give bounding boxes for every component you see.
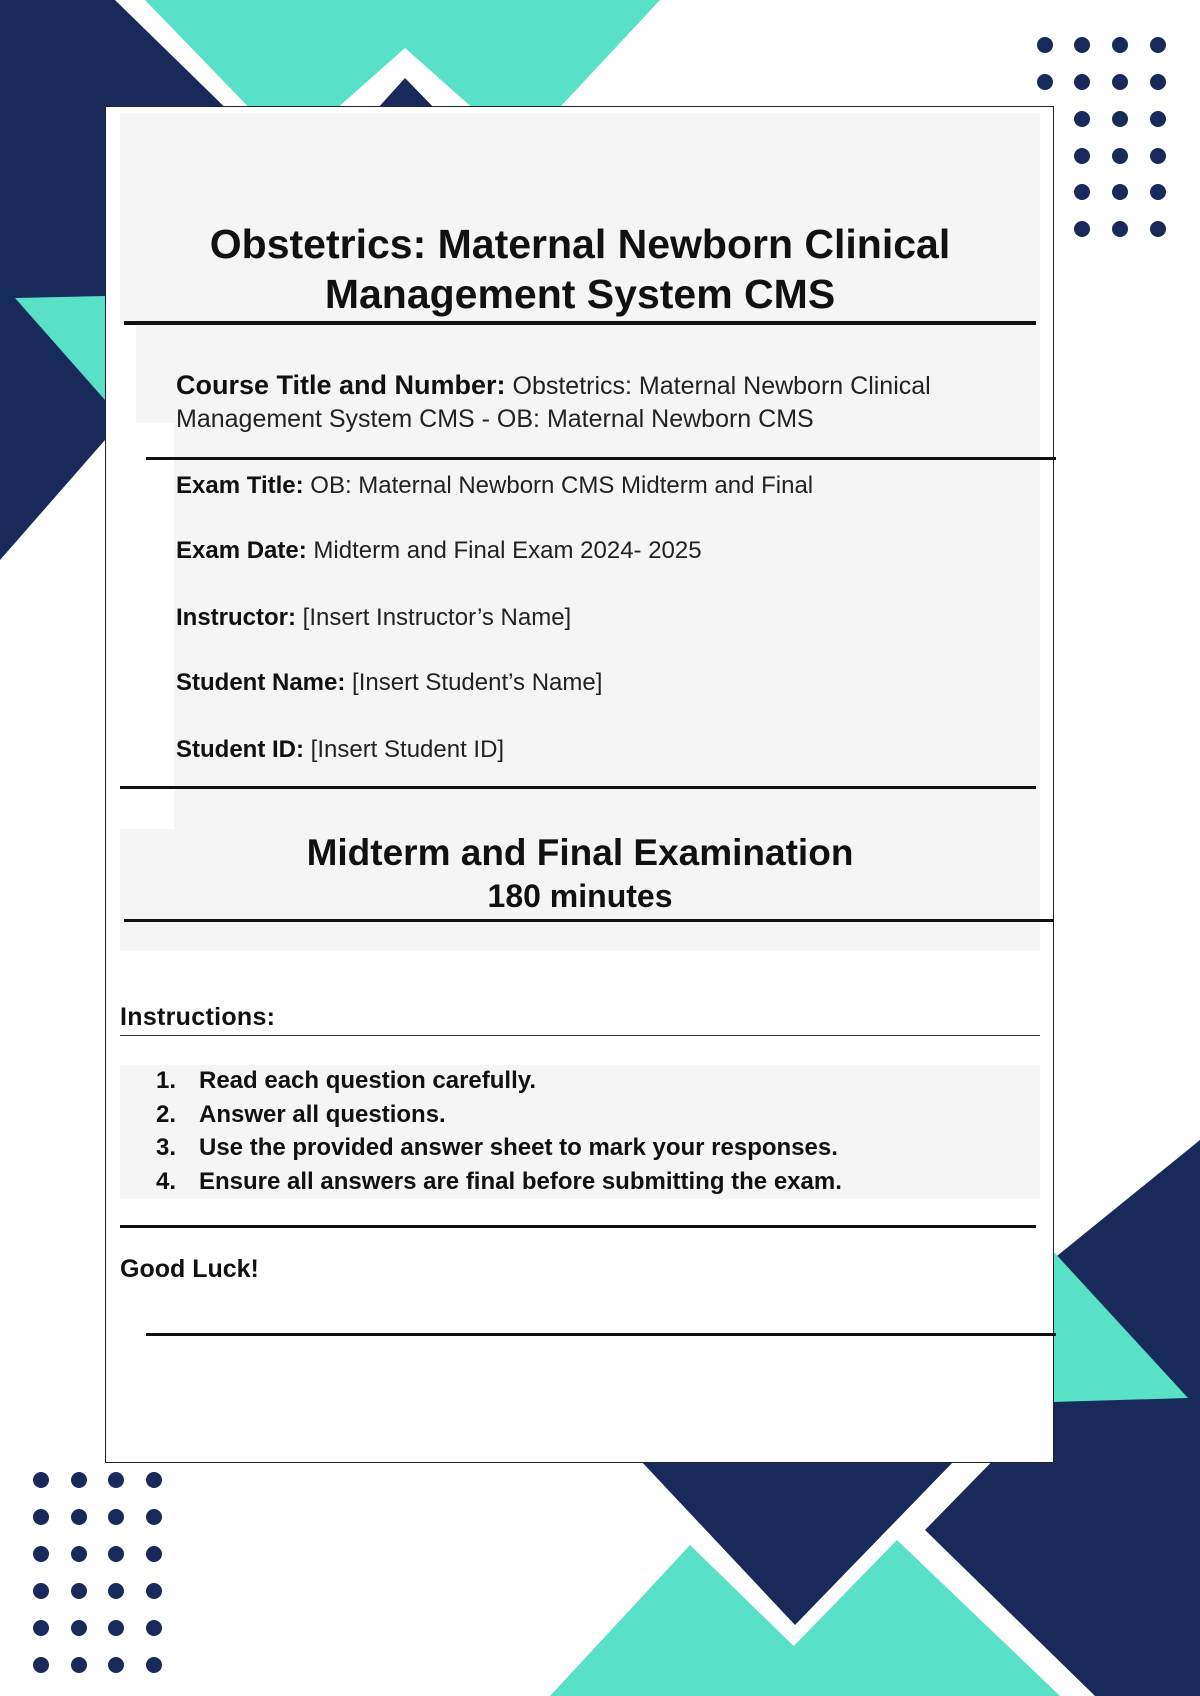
student-name-field [176, 669, 602, 697]
course-title-field [176, 369, 1056, 436]
details-divider [120, 786, 1036, 789]
exam-title-value: OB: Maternal Newborn CMS Midterm and Final [310, 472, 814, 499]
student-name-label: Student Name: [176, 669, 346, 696]
instruction-number: 4. [156, 1167, 177, 1195]
instruction-number: 2. [156, 1100, 177, 1128]
instruction-text: Answer all questions. [199, 1100, 446, 1128]
student-id-field [176, 736, 504, 764]
details-panel-left [136, 323, 174, 423]
exam-duration: 180 minutes [487, 878, 673, 914]
title-underline [124, 321, 1036, 325]
dot-grid-top-right [1037, 37, 1166, 237]
course-title-value: Obstetrics: Maternal Newborn Clinical Management System CMS - OB: Maternal Newborn CMS [176, 372, 931, 433]
dot-grid-bottom-left [33, 1472, 162, 1673]
instruction-item [120, 1098, 1040, 1132]
student-name-value: [Insert Student’s Name] [352, 669, 603, 696]
course-title-label: Course Title and Number: [176, 370, 506, 400]
exam-title-label: Exam Title: [176, 472, 304, 499]
exam-date-value: Midterm and Final Exam 2024- 2025 [313, 537, 702, 564]
exam-heading: Midterm and Final Examination [306, 832, 854, 873]
instructor-label: Instructor: [176, 604, 296, 631]
page-title: Obstetrics: Maternal Newborn Clinical Management System CMS [209, 221, 951, 317]
instructions-list [120, 1064, 1040, 1198]
instruction-number: 1. [156, 1067, 177, 1094]
instructions-heading: Instructions: [120, 1003, 276, 1031]
instruction-text: Ensure all answers are final before submitting the exam. [199, 1167, 842, 1195]
instructor-field [176, 604, 571, 632]
instruction-item [120, 1165, 1040, 1199]
instructor-value: [Insert Instructor’s Name] [302, 604, 572, 631]
exam-date-field [176, 537, 702, 565]
course-divider [146, 457, 1056, 460]
exam-date-label: Exam Date: [176, 537, 307, 564]
student-id-value: [Insert Student ID] [310, 736, 505, 763]
student-id-label: Student ID: [176, 736, 304, 763]
closing-divider [146, 1333, 1056, 1336]
instructions-underline [120, 1035, 1040, 1036]
exam-cover-sheet [105, 106, 1054, 1463]
instruction-number: 3. [156, 1134, 177, 1161]
exam-title-field [176, 472, 813, 500]
exam-heading-underline [124, 919, 1054, 922]
instructions-divider [120, 1225, 1036, 1228]
instruction-item [120, 1064, 1040, 1098]
closing-message: Good Luck! [120, 1255, 259, 1283]
instruction-item [120, 1131, 1040, 1165]
instruction-text: Use the provided answer sheet to mark your responses. [199, 1134, 838, 1161]
instruction-text: Read each question carefully. [199, 1067, 536, 1094]
